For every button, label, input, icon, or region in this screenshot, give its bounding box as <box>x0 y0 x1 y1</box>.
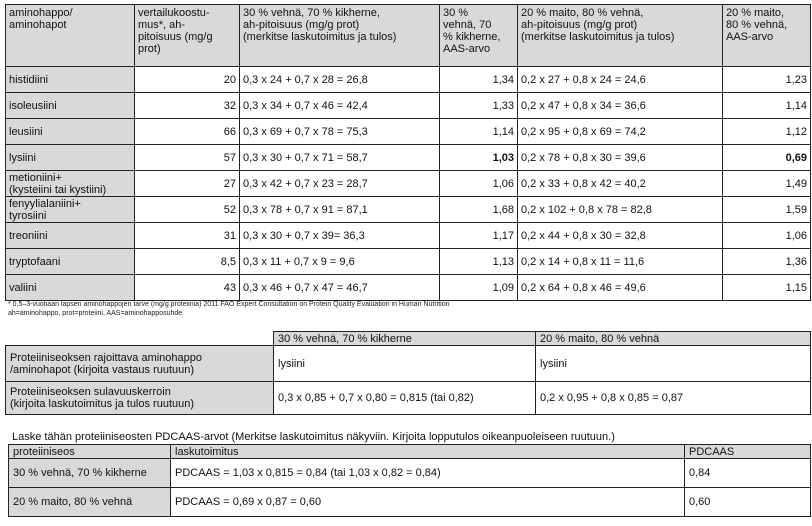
aas-mix2: 1,15 <box>723 275 811 301</box>
empty-cell <box>6 332 274 346</box>
amino-acid-row <box>6 223 811 249</box>
amino-acid-row <box>6 67 811 93</box>
limiting-amino-acid-mix2: lysiini <box>536 346 811 382</box>
amino-acid-row <box>6 119 811 145</box>
reference-value: 57 <box>135 145 240 171</box>
reference-value: 32 <box>135 93 240 119</box>
footnote-source: * 0,5–3-vuotiaan lapsen aminohappojen tarve (mg/g proteiinia) 2011 FAO Expert Consultation on Protein Quality Evaluation in Human Nutrition <box>8 301 450 308</box>
amino-acid-table <box>5 4 811 301</box>
aas-mix1: 1,06 <box>440 171 518 197</box>
aas-mix1: 1,33 <box>440 93 518 119</box>
calc-mix2: 0,2 x 64 + 0,8 x 46 = 49,6 <box>518 275 723 301</box>
amino-acid-name: lysiini <box>6 145 135 171</box>
amino-acid-name: tryptofaani <box>6 249 135 275</box>
calc-mix1: 0,3 x 34 + 0,7 x 46 = 42,4 <box>240 93 440 119</box>
header-mix2: 20 % maito, 80 % vehnä <box>536 332 811 346</box>
reference-value: 66 <box>135 119 240 145</box>
pdcaas-value: 0,60 <box>685 488 811 517</box>
calc-mix2: 0,2 x 14 + 0,8 x 11 = 11,6 <box>518 249 723 275</box>
footnote-abbreviations: ah=aminohappo, prot=proteiini, AAS=aminohapposuhde <box>8 310 183 317</box>
amino-acid-name: metioniini+ (kysteiini tai kystiini) <box>6 171 135 197</box>
amino-acid-row <box>6 275 811 301</box>
calc-mix2: 0,2 x 95 + 0,8 x 69 = 74,2 <box>518 119 723 145</box>
calc-mix1: 0,3 x 69 + 0,7 x 78 = 75,3 <box>240 119 440 145</box>
calc-mix1: 0,3 x 42 + 0,7 x 23 = 28,7 <box>240 171 440 197</box>
calc-mix2: 0,2 x 27 + 0,8 x 24 = 24,6 <box>518 67 723 93</box>
digestibility-label: Proteiiniseoksen sulavuuskerroin (kirjoita laskutoimitus ja tulos ruutuun) <box>6 382 274 415</box>
calc-mix1: 0,3 x 78 + 0,7 x 91 = 87,1 <box>240 197 440 223</box>
amino-acid-row <box>6 197 811 223</box>
reference-value: 8,5 <box>135 249 240 275</box>
header-calculation: laskutoimitus <box>171 445 685 459</box>
reference-value: 27 <box>135 171 240 197</box>
amino-acid-name: histidiini <box>6 67 135 93</box>
aas-mix2: 1,14 <box>723 93 811 119</box>
pdcaas-header <box>9 445 811 459</box>
pdcaas-calc: PDCAAS = 1,03 x 0,815 = 0,84 (tai 1,03 x 0,82 = 0,84) <box>171 459 685 488</box>
pdcaas-value: 0,84 <box>685 459 811 488</box>
aas-mix1: 1,14 <box>440 119 518 145</box>
aas-mix2: 1,23 <box>723 67 811 93</box>
aas-mix1: 1,09 <box>440 275 518 301</box>
amino-acid-name: fenyylialaniini+ tyrosiini <box>6 197 135 223</box>
calc-mix2: 0,2 x 102 + 0,8 x 78 = 82,8 <box>518 197 723 223</box>
aas-mix2: 1,59 <box>723 197 811 223</box>
header-amino-acid: aminohappo/ aminohapot <box>6 5 135 67</box>
digestibility-row <box>6 382 811 415</box>
amino-acid-row <box>6 93 811 119</box>
calc-mix2: 0,2 x 33 + 0,8 x 42 = 40,2 <box>518 171 723 197</box>
amino-acid-name: isoleusiini <box>6 93 135 119</box>
calc-mix2: 0,2 x 47 + 0,8 x 34 = 36,6 <box>518 93 723 119</box>
calc-mix2: 0,2 x 44 + 0,8 x 30 = 32,8 <box>518 223 723 249</box>
aas-mix2: 0,69 <box>723 145 811 171</box>
header-reference: vertailukoostu- mus*, ah- pitoisuus (mg/g prot) <box>135 5 240 67</box>
pdcaas-calc: PDCAAS = 0,69 x 0,87 = 0,60 <box>171 488 685 517</box>
reference-value: 52 <box>135 197 240 223</box>
header-aas-mix2: 20 % maito, 80 % vehnä, AAS-arvo <box>723 5 811 67</box>
aas-mix1: 1,68 <box>440 197 518 223</box>
header-mix1: 30 % vehnä, 70 % kikherne <box>274 332 536 346</box>
amino-acid-table-header <box>6 5 811 67</box>
amino-acid-name: valiini <box>6 275 135 301</box>
calc-mix1: 0,3 x 30 + 0,7 x 71 = 58,7 <box>240 145 440 171</box>
aas-mix1: 1,17 <box>440 223 518 249</box>
aas-mix2: 1,06 <box>723 223 811 249</box>
amino-acid-row <box>6 145 811 171</box>
pdcaas-mix: 30 % vehnä, 70 % kikherne <box>9 459 171 488</box>
pdcaas-table <box>8 444 811 517</box>
calc-mix1: 0,3 x 11 + 0,7 x 9 = 9,6 <box>240 249 440 275</box>
limiting-amino-acid-row <box>6 346 811 382</box>
protein-mix-header <box>6 332 811 346</box>
amino-acid-name: treoniini <box>6 223 135 249</box>
limiting-amino-acid-mix1: lysiini <box>274 346 536 382</box>
aas-mix1: 1,03 <box>440 145 518 171</box>
digestibility-mix1: 0,3 x 0,85 + 0,7 x 0,80 = 0,815 (tai 0,82) <box>274 382 536 415</box>
pdcaas-mix: 20 % maito, 80 % vehnä <box>9 488 171 517</box>
reference-value: 31 <box>135 223 240 249</box>
amino-acid-row <box>6 171 811 197</box>
pdcaas-instruction: Laske tähän proteiiniseosten PDCAAS-arvot (Merkitse laskutoimitus näkyviin. Kirjoita lopputulos oikeanpuoleiseen ruutuun.) <box>12 431 615 443</box>
header-protein-mix: proteiiniseos <box>9 445 171 459</box>
limiting-amino-acid-label: Proteiiniseoksen rajoittava aminohappo /aminohapot (kirjoita vastaus ruutuun) <box>6 346 274 382</box>
aas-mix1: 1,13 <box>440 249 518 275</box>
calc-mix2: 0,2 x 78 + 0,8 x 30 = 39,6 <box>518 145 723 171</box>
header-calc-mix2: 20 % maito, 80 % vehnä, ah-pitoisuus (mg/g prot) (merkitse laskutoimitus ja tulos) <box>518 5 723 67</box>
digestibility-mix2: 0,2 x 0,95 + 0,8 x 0,85 = 0,87 <box>536 382 811 415</box>
calc-mix1: 0,3 x 30 + 0,7 x 39= 36,3 <box>240 223 440 249</box>
header-aas-mix1: 30 % vehnä, 70 % kikherne, AAS-arvo <box>440 5 518 67</box>
header-calc-mix1: 30 % vehnä, 70 % kikherne, ah-pitoisuus (mg/g prot) (merkitse laskutoimitus ja tulos) <box>240 5 440 67</box>
calc-mix1: 0,3 x 46 + 0,7 x 47 = 46,7 <box>240 275 440 301</box>
aas-mix2: 1,49 <box>723 171 811 197</box>
aas-mix1: 1,34 <box>440 67 518 93</box>
protein-mix-table <box>5 331 811 415</box>
amino-acid-name: leusiini <box>6 119 135 145</box>
header-pdcaas: PDCAAS <box>685 445 811 459</box>
aas-mix2: 1,12 <box>723 119 811 145</box>
amino-acid-row <box>6 249 811 275</box>
reference-value: 43 <box>135 275 240 301</box>
pdcaas-row <box>9 488 811 517</box>
aas-mix2: 1,36 <box>723 249 811 275</box>
pdcaas-row <box>9 459 811 488</box>
calc-mix1: 0,3 x 24 + 0,7 x 28 = 26,8 <box>240 67 440 93</box>
reference-value: 20 <box>135 67 240 93</box>
amino-acid-table-body <box>6 5 811 301</box>
